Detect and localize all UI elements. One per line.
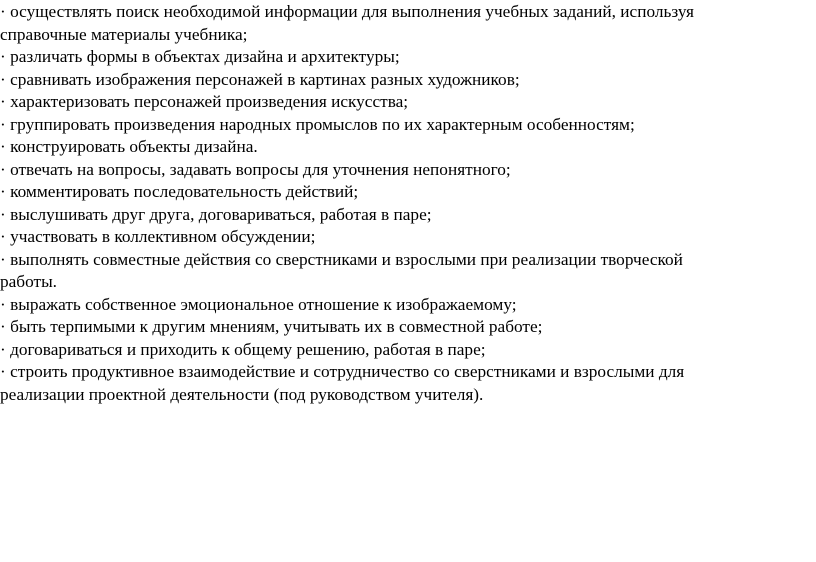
list-item-line: · выражать собственное эмоциональное отношение к изображаемому; — [0, 294, 517, 314]
list-item-discussion — [0, 226, 812, 249]
list-item-compare-images — [0, 69, 812, 92]
list-item-characterize — [0, 91, 812, 114]
list-item-line: · комментировать последовательность действий; — [0, 182, 359, 201]
list-item-line: · отвечать на вопросы, задавать вопросы для уточнения непонятного; — [0, 159, 511, 179]
list-item-line: · сравнивать изображения персонажей в картинах разных художников; — [0, 69, 520, 89]
list-item-line: · различать формы в объектах дизайна и архитектуры; — [0, 47, 400, 66]
list-item-tolerance — [0, 316, 812, 339]
list-item-line: · группировать произведения народных промыслов по их характерным особенностям; — [0, 114, 635, 134]
list-item-express-attitude — [0, 294, 812, 317]
list-item-line: · договариваться и приходить к общему решению, работая в паре; — [0, 339, 486, 359]
list-item-cooperation — [0, 361, 812, 406]
list-item-line: · участвовать в коллективном обсуждении; — [0, 227, 316, 246]
list-item-group-works — [0, 114, 812, 137]
list-item-line: · характеризовать персонажей произведения искусства; — [0, 92, 409, 111]
list-item-agree-pair — [0, 339, 812, 362]
list-item-construct — [0, 136, 812, 159]
list-item-joint-actions — [0, 249, 812, 294]
list-item-line: работы. — [0, 272, 57, 291]
list-item-listen-pair — [0, 204, 812, 227]
list-item-line: справочные материалы учебника; — [0, 24, 248, 44]
list-item-line: реализации проектной деятельности (под руководством учителя). — [0, 384, 484, 404]
document-body — [0, 1, 812, 406]
list-item-answer-questions — [0, 159, 812, 182]
list-item-line: · строить продуктивное взаимодействие и сотрудничество со сверстниками и взрослыми для — [0, 362, 685, 381]
list-item-distinguish-forms — [0, 46, 812, 69]
list-item-line: · осуществлять поиск необходимой информации для выполнения учебных заданий, используя — [0, 2, 694, 21]
list-item-search-info — [0, 1, 812, 46]
list-item-comment-sequence — [0, 181, 812, 204]
skills-list — [0, 1, 812, 406]
list-item-line: · быть терпимыми к другим мнениям, учитывать их в совместной работе; — [0, 317, 543, 336]
list-item-line: · выслушивать друг друга, договариваться, работая в паре; — [0, 204, 432, 224]
list-item-line: · выполнять совместные действия со сверстниками и взрослыми при реализации творческой — [0, 249, 683, 269]
list-item-line: · конструировать объекты дизайна. — [0, 137, 258, 156]
